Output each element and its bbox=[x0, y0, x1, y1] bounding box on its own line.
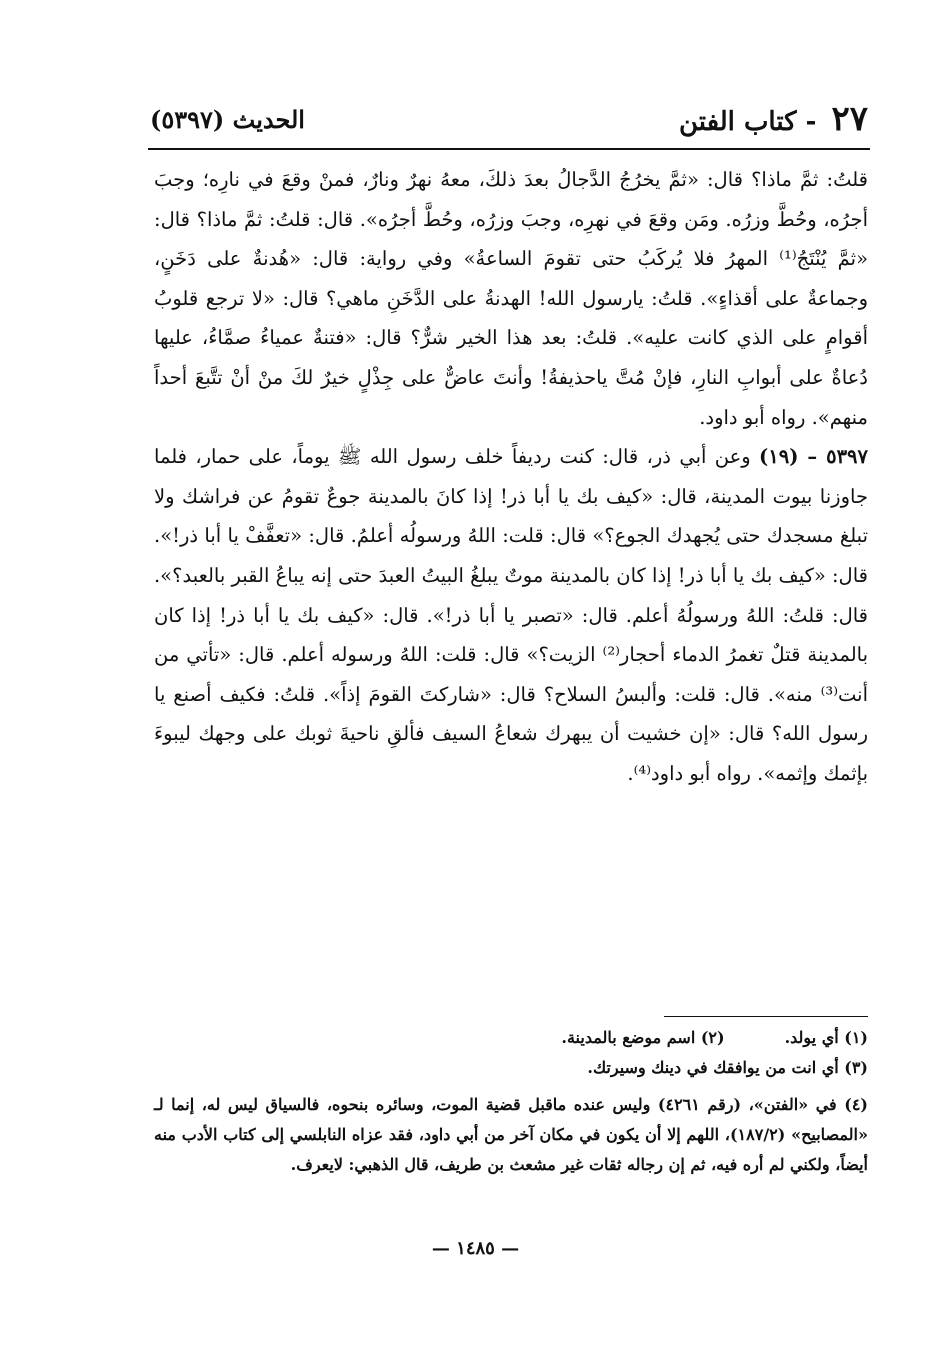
footnote-row bbox=[154, 1054, 868, 1082]
page-header bbox=[150, 96, 868, 142]
page-number: — ١٤٨٥ — bbox=[431, 1238, 520, 1259]
chapter-number: ٢٧ bbox=[831, 99, 868, 139]
footnote-divider bbox=[664, 1016, 868, 1017]
footnote-1: (١) أي يولد. bbox=[784, 1028, 868, 1047]
header-divider bbox=[148, 148, 870, 150]
chapter-title: - كتاب الفتن bbox=[678, 107, 817, 137]
footnote-2: (٢) اسم موضع بالمدينة. bbox=[561, 1028, 725, 1047]
text-paragraph: قلتُ: ثمَّ ماذا؟ قال: «ثمَّ يخرُجُ الدَّجالُ بعدَ ذلكَ، معهُ نهرٌ ونارٌ، فمنْ وقعَ في نارِه؛ وجبَ أجرُه، وحُطَّ وزرُه. ومَن وقعَ في نهرِه، وجبَ وزرُه، وحُطَّ أجرُه». قال: قلتُ: ثمَّ ماذا؟ قال: «ثمَّ يُنْتَجُ⁽¹⁾ المهرُ فلا يُركَبُ حتى تقومَ الساعةُ» وفي رواية: قال: «هُدنةٌ على دَخَنٍ، وجماعةٌ على أقذاءٍ». قلتُ: يارسول الله! الهدنةُ على الدَّخَنِ ماهي؟ قال: «لا ترجع قلوبُ أقوامٍ على الذي كانت عليه». قلتُ: بعد هذا الخير شرٌّ؟ قال: «فتنةٌ عمياءُ صمَّاءُ، عليها دُعاةٌ على أبوابِ النارِ، فإنْ مُتَّ ياحذيفةُ! وأنتَ عاضٌّ على جِذْلٍ خيرٌ لكَ منْ أنْ تتَّبعَ أحداً منهم». رواه أبو داود. bbox=[154, 168, 869, 429]
hadith-number: ٥٣٩٧ – (١٩) bbox=[759, 445, 868, 469]
footnote-4: (٤) في «الفتن»، (رقم ٤٢٦١) وليس عنده ماقبل قضية الموت، وسائره بنحوه، فالسياق ليس له، إنما لـ «المصابيح» (١٨٧/٢)، اللهم إلا أن يكون في مكان آخر من أبي داود، فقد عزاه النابلسي إلى كتاب الأدب منه أيضاً، ولكني لم أره فيه، ثم إن رجاله ثقات غير مشعث بن طريف، قال الذهبي: لايعرف. bbox=[154, 1095, 869, 1174]
footnote-3: (٣) أي انت من يوافقك في دينك وسيرتك. bbox=[587, 1058, 868, 1077]
hadith-paragraph bbox=[154, 437, 868, 793]
hadith-range: الحديث (٥٣٩٧) bbox=[150, 104, 305, 134]
main-text bbox=[154, 160, 868, 794]
footnotes bbox=[154, 1024, 868, 1180]
hadith-text: وعن أبي ذر، قال: كنت رديفاً خلف رسول الله ﷺ يوماً، على حمار، فلما جاوزنا بيوت المدينة، قال: «كيف بك يا أبا ذر! إذا كانَ بالمدينة جوعٌ تقومُ عن فراشك ولا تبلغ مسجدك حتى يُجهدك الجوع؟» قال: قلت: اللهُ ورسولُه أعلمُ. قال: «تعفَّفْ يا أبا ذر!». قال: «كيف بك يا أبا ذر! إذا كان بالمدينة موتٌ يبلغُ البيتُ العبدَ حتى إنه يباعُ القبر بالعبد؟». قال: قلتُ: اللهُ ورسولُهُ أعلم. قال: «تصبر يا أبا ذر!». قال: «كيف بك يا أبا ذر! إذا كان بالمدينة قتلٌ تغمرُ الدماء أحجار⁽²⁾ الزيت؟» قال: قلت: اللهُ ورسوله أعلم. قال: «تأتي من أنت⁽³⁾ منه». قال: قلت: وألبسُ السلاح؟ قال: «شاركتَ القومَ إذاً». قلتُ: فكيف أصنع يا رسول الله؟ قال: «إن خشيت أن يبهرك شعاعُ السيف فألقِ ناحيةَ ثوبك على وجهك ليبوءَ بإثمك وإثمه». رواه أبو داود⁽⁴⁾. bbox=[153, 445, 869, 785]
footnote-row bbox=[154, 1024, 868, 1052]
chapter-heading bbox=[679, 99, 868, 139]
